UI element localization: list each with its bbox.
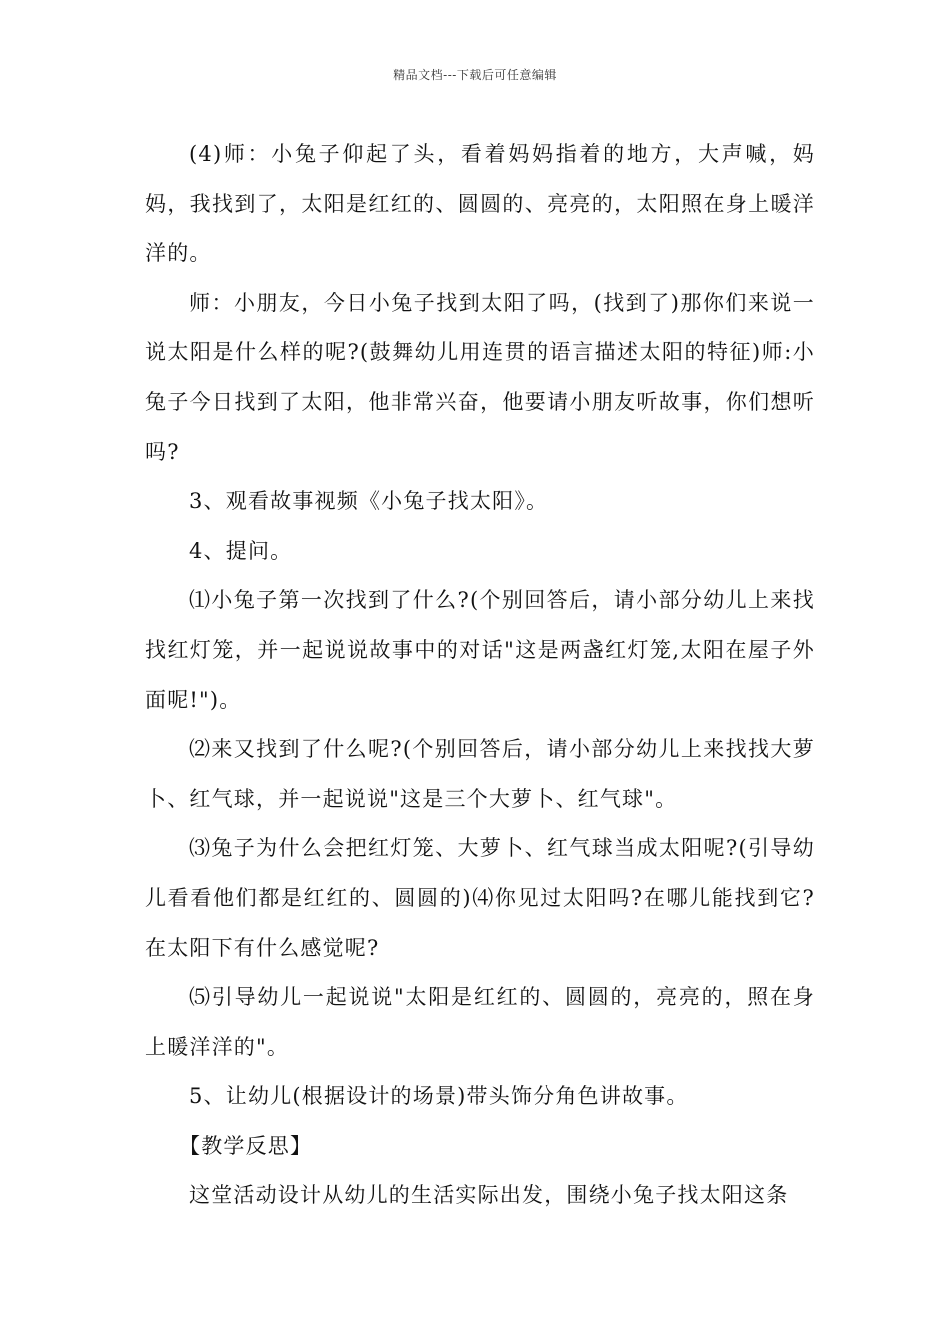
paragraph-question-2: ⑵来又找到了什么呢?(个别回答后，请小部分幼儿上来找找大萝卜、红气球，并一起说说"这是三个大萝卜、红气球"。 [145, 737, 815, 811]
paragraph-watch-video: 3、观看故事视频《小兔子找太阳》。 [189, 489, 549, 514]
section-heading-reflection: 【教学反思】 [179, 1133, 313, 1158]
paragraph-question-5: ⑸引导幼儿一起说说"太阳是红红的、圆圆的，亮亮的，照在身上暖洋洋的"。 [145, 985, 815, 1059]
document-body [145, 130, 815, 1221]
paragraph-question-3-4: ⑶兔子为什么会把红灯笼、大萝卜、红气球当成太阳呢?(引导幼儿看看他们都是红红的、圆圆的)⑷你见过太阳吗?在哪儿能找到它?在太阳下有什么感觉呢? [145, 836, 815, 960]
paragraph-questions-heading: 4、提问。 [189, 538, 293, 563]
page-header: 精品文档---下载后可任意编辑 [393, 68, 557, 82]
paragraph-teacher-question: 师：小朋友，今日小兔子找到太阳了吗，(找到了)那你们来说一说太阳是什么样的呢?(鼓舞幼儿用连贯的语言描述太阳的特征)师:小兔子今日找到了太阳，他非常兴奋，他要请小朋友听故事，你们想听吗? [145, 290, 815, 464]
paragraph-teacher-rabbit-finds-sun: (4)师：小兔子仰起了头，看着妈妈指着的地方，大声喊，妈妈，我找到了，太阳是红红的、圆圆的、亮亮的，太阳照在身上暖洋洋的。 [145, 142, 815, 266]
paragraph-reflection: 这堂活动设计从幼儿的生活实际出发，围绕小兔子找太阳这条 [189, 1183, 789, 1208]
paragraph-question-1: ⑴小兔子第一次找到了什么?(个别回答后，请小部分幼儿上来找找红灯笼，并一起说说故事中的对话"这是两盏红灯笼,太阳在屋子外面呢!")。 [145, 588, 815, 712]
paragraph-role-play: 5、让幼儿(根据设计的场景)带头饰分角色讲故事。 [189, 1084, 689, 1109]
